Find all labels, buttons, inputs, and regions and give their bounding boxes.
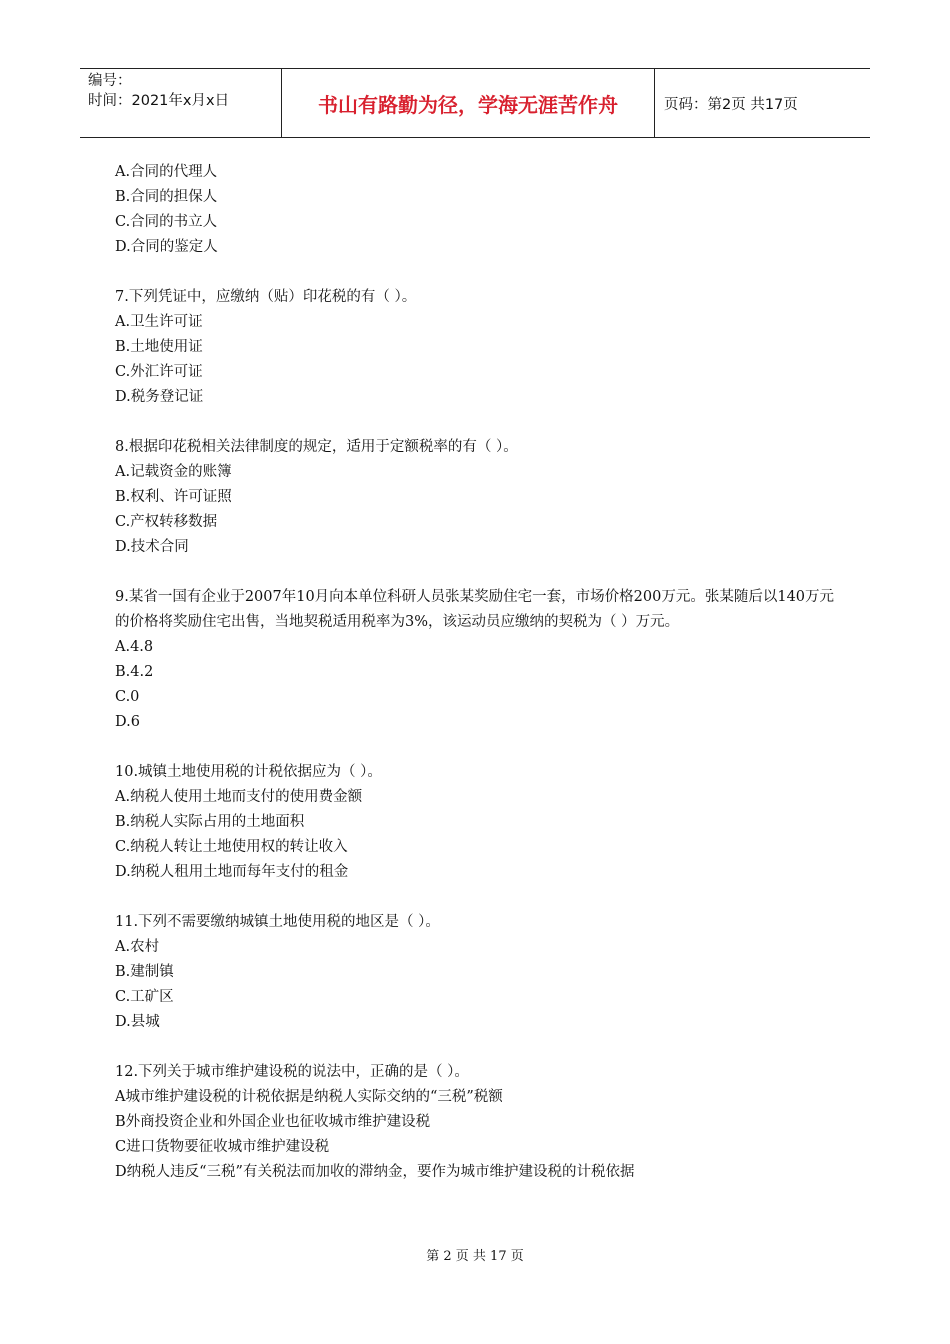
option: B.土地使用证	[115, 339, 203, 355]
option: D.技术合同	[115, 539, 189, 555]
option: B.建制镇	[115, 964, 174, 980]
question-stem: 8.根据印花税相关法律制度的规定，适用于定额税率的有（ ）。	[115, 439, 518, 455]
question-stem: 9.某省一国有企业于2007年10月向本单位科研人员张某奖励住宅一套，市场价格200万元。张某随后以140万元的价格将奖励住宅出售，当地契税适用税率为3%，该运动员应缴纳的契税为（ ）万元。	[115, 589, 835, 630]
option: A.农村	[115, 939, 160, 955]
question-6-options	[115, 160, 835, 260]
question-10	[115, 760, 835, 885]
question-8	[115, 435, 835, 560]
option: D.纳税人租用土地而每年支付的租金	[115, 864, 349, 880]
question-list	[115, 160, 835, 1210]
option: B.合同的担保人	[115, 189, 218, 205]
question-11	[115, 910, 835, 1035]
option: D纳税人违反“三税”有关税法而加收的滞纳金，要作为城市维护建设税的计税依据	[115, 1164, 635, 1180]
page-header	[80, 68, 870, 138]
option: D.合同的鉴定人	[115, 239, 218, 255]
option: B.权利、许可证照	[115, 489, 232, 505]
question-stem: 7.下列凭证中，应缴纳（贴）印花税的有（ ）。	[115, 289, 417, 305]
option: B.4.2	[115, 664, 154, 680]
option: A.记载资金的账簿	[115, 464, 232, 480]
option: C.纳税人转让土地使用权的转让收入	[115, 839, 348, 855]
header-number-label: 编号：	[88, 73, 132, 89]
question-12	[115, 1060, 835, 1185]
option: C.外汇许可证	[115, 364, 203, 380]
option: A城市维护建设税的计税依据是纳税人实际交纳的“三税”税额	[115, 1089, 503, 1105]
option: B.纳税人实际占用的土地面积	[115, 814, 305, 830]
option: A.4.8	[115, 639, 154, 655]
option: A.合同的代理人	[115, 164, 218, 180]
header-motto: 书山有路勤为径，学海无涯苦作舟	[282, 69, 655, 137]
option: C.工矿区	[115, 989, 174, 1005]
question-stem: 10.城镇土地使用税的计税依据应为（ ）。	[115, 764, 382, 780]
question-stem: 12.下列关于城市维护建设税的说法中，正确的是（ ）。	[115, 1064, 469, 1080]
option: C.合同的书立人	[115, 214, 218, 230]
option: A.卫生许可证	[115, 314, 203, 330]
page-footer: 第 2 页 共 17 页	[426, 1249, 524, 1264]
option: B外商投资企业和外国企业也征收城市维护建设税	[115, 1114, 431, 1130]
question-7	[115, 285, 835, 410]
option: A.纳税人使用土地而支付的使用费金额	[115, 789, 363, 805]
question-9	[115, 585, 835, 735]
header-time-label: 时间：2021年x月x日	[88, 93, 230, 109]
option: C.0	[115, 689, 140, 705]
option: C.产权转移数据	[115, 514, 218, 530]
header-meta	[80, 69, 282, 137]
option: D.6	[115, 714, 140, 730]
question-stem: 11.下列不需要缴纳城镇土地使用税的地区是（ ）。	[115, 914, 440, 930]
option: D.税务登记证	[115, 389, 204, 405]
option: D.县城	[115, 1014, 160, 1030]
header-page-info: 页码：第2页 共17页	[664, 96, 798, 113]
option: C进口货物要征收城市维护建设税	[115, 1139, 330, 1155]
